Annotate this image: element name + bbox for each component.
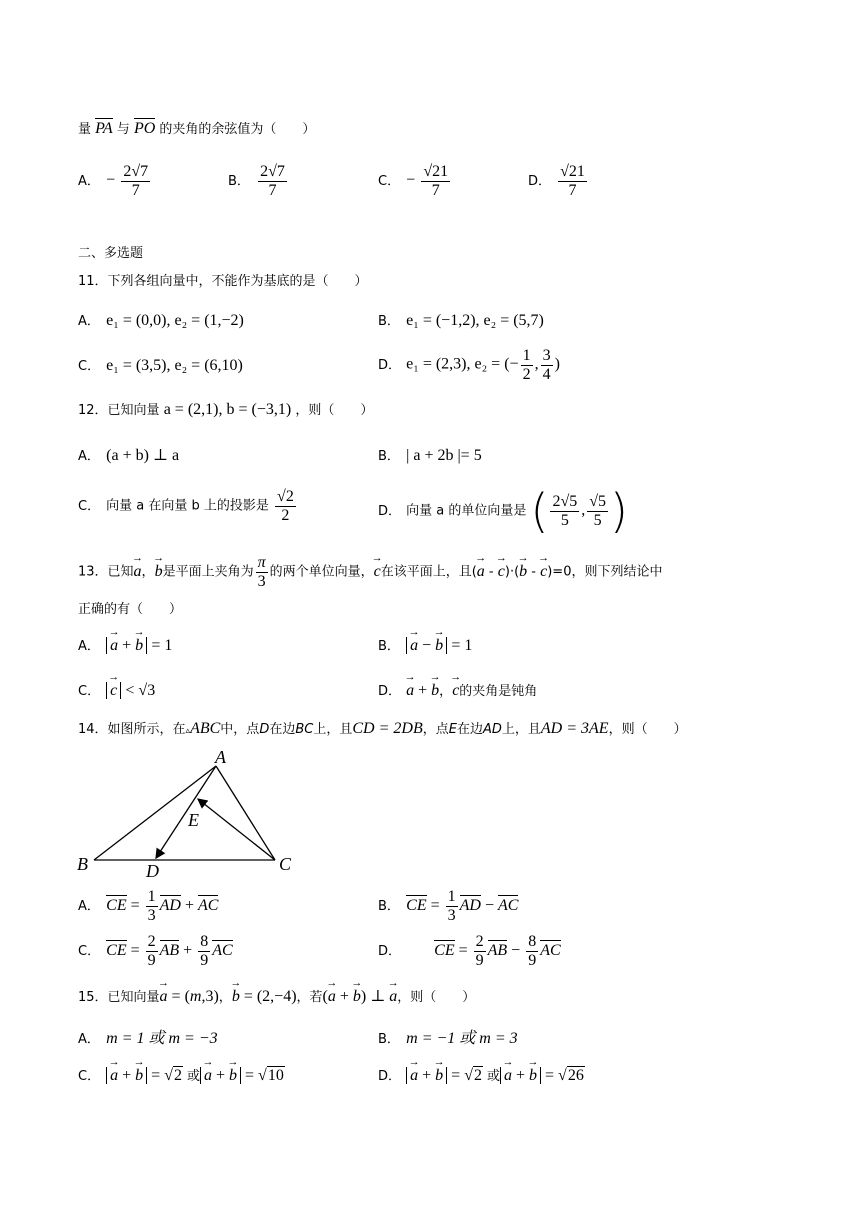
abs-expr: → a − → b xyxy=(406,637,447,654)
vector-a: → a xyxy=(134,563,142,581)
q11-option-a[interactable] xyxy=(78,310,244,330)
comma: , xyxy=(534,355,539,373)
paren-left: ( xyxy=(530,484,549,538)
option-label: A． xyxy=(78,173,100,189)
stem-text: 上，且 xyxy=(313,722,353,737)
stem-text: ， xyxy=(141,564,155,580)
vector-ce xyxy=(198,799,275,860)
q14-stem xyxy=(78,718,687,738)
fraction xyxy=(541,347,553,383)
comma: , xyxy=(581,501,586,519)
paren: ) xyxy=(554,355,560,373)
vector-b: → b xyxy=(435,637,443,655)
numerator: 3 xyxy=(542,347,551,364)
q13-stem-line2: 正确的有（ ） xyxy=(78,602,183,617)
vector-a: → a xyxy=(477,563,485,581)
stem-text: 在边 xyxy=(269,722,296,737)
stem-text: ，若 xyxy=(296,990,323,1005)
side-ac xyxy=(216,766,275,860)
triangle-figure xyxy=(74,746,304,881)
numerator: 2√7 xyxy=(260,163,285,180)
q11-option-b[interactable] xyxy=(378,310,544,330)
vector-a: → a xyxy=(410,637,418,655)
option-text: 向量 a 的单位向量是 xyxy=(406,503,527,519)
stem-text: ，则（ ） xyxy=(397,990,476,1005)
q11-stem: 11．下列各组向量中，不能作为基底的是（ ） xyxy=(78,274,368,289)
vector-b: → b xyxy=(155,563,163,581)
option-label: A． xyxy=(78,1032,100,1047)
q11-option-c[interactable] xyxy=(78,355,243,375)
q15-stem xyxy=(78,986,475,1006)
or-text: 或 xyxy=(186,1069,200,1084)
option-label: D． xyxy=(378,357,402,373)
option-expr: e₁ = (3,5), e₂ = (6,10) xyxy=(106,357,243,374)
relation-cd-db: CD = 2DB xyxy=(352,720,423,737)
option-text: 向量 a 在向量 b 上的投影是 xyxy=(106,498,269,514)
vector-ad xyxy=(156,766,216,858)
q12-option-b[interactable] xyxy=(378,445,482,465)
option-expr: = 1 xyxy=(151,637,173,654)
vector-pa: PA xyxy=(95,120,113,137)
option-label: C． xyxy=(78,943,101,959)
option-label: A． xyxy=(78,314,100,329)
vector-a: → a xyxy=(406,682,414,700)
vector-b: → b xyxy=(519,563,527,581)
option-expr: e₁ = (−1,2), e₂ = (5,7) xyxy=(406,312,544,329)
fraction xyxy=(421,163,450,199)
label-c: C xyxy=(279,854,292,874)
option-expr: CE = $\frac{2}{9}$ AB + $\frac{8}{9}$ AC xyxy=(106,933,233,969)
option-label: B． xyxy=(228,173,250,189)
option-expr: CE = $\frac{1}{3}$ AD + AC xyxy=(106,888,219,924)
q12-option-c[interactable] xyxy=(78,488,298,524)
option-label: D． xyxy=(378,943,402,959)
abs-expr xyxy=(106,682,121,699)
q10-stem-text: 的夹角的余弦值为（ ） xyxy=(159,122,316,137)
option-expr: m = 1 或 m = −3 xyxy=(106,1030,218,1047)
option-expr: < √3 xyxy=(125,682,156,699)
triangle-symbol: ▵ xyxy=(185,726,191,736)
numerator: π xyxy=(257,554,266,571)
q10-stem xyxy=(78,118,315,138)
q12-stem xyxy=(78,399,373,419)
vector-c: → c xyxy=(452,682,459,700)
numerator: √2 xyxy=(277,488,294,505)
option-label: D． xyxy=(528,173,552,189)
label-e: E xyxy=(188,810,199,830)
fraction xyxy=(256,554,268,590)
relation-ad-ae: AD = 3AE xyxy=(540,720,609,737)
numerator: √21 xyxy=(560,163,585,180)
stem-text: 在该平面上，且( xyxy=(380,564,477,580)
segment-ad: AD xyxy=(482,722,502,737)
denominator: 2 xyxy=(522,365,531,383)
option-expr: = 1 xyxy=(451,637,473,654)
denominator: 4 xyxy=(542,365,551,383)
option-label: B． xyxy=(378,639,400,654)
paren-right: ) xyxy=(610,484,628,538)
q13-option-b[interactable] xyxy=(378,635,472,655)
option-expr: → a + → b = √2 xyxy=(106,1066,187,1084)
stem-text: 在边 xyxy=(456,722,483,737)
stem-text: 13．已知 xyxy=(78,564,134,580)
vector-b: → b xyxy=(431,682,439,700)
q10-stem-text: 量 xyxy=(78,122,92,137)
stem-text: 12．已知向量 xyxy=(78,403,160,418)
abs-expr: → a + → b xyxy=(106,637,147,654)
denominator: 7 xyxy=(431,181,440,199)
option-label: C． xyxy=(378,173,401,189)
option-label: B． xyxy=(378,1032,400,1047)
option-expr: → a + → b = √10 xyxy=(200,1066,285,1084)
point-e: E xyxy=(448,722,457,737)
q14-option-c[interactable] xyxy=(78,933,233,969)
q10-stem-text: 与 xyxy=(116,122,130,137)
fraction xyxy=(521,347,533,383)
option-label: D． xyxy=(378,684,402,699)
stem-text: ，点 xyxy=(422,722,449,737)
q15-option-c[interactable] xyxy=(78,1065,285,1085)
denominator: 7 xyxy=(131,181,140,199)
perp-condition: (→ a + → b) ⊥ → a xyxy=(323,988,398,1005)
vector-a-def: → a = (m,3) xyxy=(160,988,219,1005)
vector-c: → c xyxy=(498,563,505,581)
option-expr: → a + → b xyxy=(406,682,439,699)
denominator: 5 xyxy=(593,511,602,529)
vector-b: → b xyxy=(135,637,143,655)
q12-option-a[interactable] xyxy=(78,445,179,465)
option-expr: CE = $\frac{2}{9}$ AB − $\frac{8}{9}$ AC xyxy=(434,933,561,969)
denominator: 3 xyxy=(257,572,266,590)
sign: − xyxy=(406,171,416,189)
q10-option-b[interactable] xyxy=(228,163,289,199)
numerator: 1 xyxy=(522,347,531,364)
label-b: B xyxy=(77,854,88,874)
stem-text: 15．已知向量 xyxy=(78,990,160,1005)
option-expr: e₁ = (2,3), e₂ = (− xyxy=(406,355,519,373)
stem-text: 中，点 xyxy=(220,722,260,737)
q15-option-d[interactable] xyxy=(378,1065,585,1085)
vector-c: → c xyxy=(540,563,547,581)
option-expr: → a + → b = √2 xyxy=(406,1066,487,1084)
label-d: D xyxy=(146,861,159,881)
stem-text: ，则（ ） xyxy=(295,403,374,418)
option-label: D． xyxy=(378,1069,402,1084)
fraction xyxy=(121,163,150,199)
label-a: A xyxy=(215,747,226,767)
q10-option-d[interactable] xyxy=(528,163,589,199)
q13-stem-line1 xyxy=(78,554,662,590)
option-expr: CE = $\frac{1}{3}$ AD − AC xyxy=(406,888,519,924)
vector-po: PO xyxy=(133,120,156,137)
stem-text: )·( xyxy=(504,564,520,580)
option-label: A． xyxy=(78,639,100,654)
fraction xyxy=(275,488,296,524)
option-label: C． xyxy=(78,1069,101,1084)
option-label: C． xyxy=(78,684,101,699)
point-d: D xyxy=(259,722,270,737)
q14-option-a[interactable] xyxy=(78,888,218,924)
q13-option-c[interactable] xyxy=(78,680,155,700)
denominator: 7 xyxy=(568,181,577,199)
q15-option-a[interactable] xyxy=(78,1025,218,1048)
q13-option-d[interactable]: D． → a + → b，→ c的夹角是钝角 xyxy=(378,680,537,700)
q10-option-c[interactable] xyxy=(378,163,452,199)
or-text: 或 xyxy=(486,1069,500,1084)
stem-text: 14．如图所示，在 xyxy=(78,722,186,737)
fraction xyxy=(558,163,587,199)
stem-text: ， xyxy=(218,990,232,1005)
triangle-name: ABC xyxy=(190,720,221,737)
vector-c: → c xyxy=(110,682,117,700)
numerator: 2√5 xyxy=(552,492,578,510)
option-expr: (a + b) ⊥ a xyxy=(106,447,180,464)
numerator: √5 xyxy=(589,492,607,510)
denominator: 7 xyxy=(268,181,277,199)
q14-option-b[interactable] xyxy=(378,888,518,924)
option-expr: | a + 2b |= 5 xyxy=(406,447,482,464)
option-expr: e₁ = (0,0), e₂ = (1,−2) xyxy=(106,312,244,329)
stem-text: - xyxy=(484,564,498,580)
q13-option-a[interactable] xyxy=(78,635,172,655)
vector-a: → a xyxy=(110,637,118,655)
vector-c: → c xyxy=(374,563,381,581)
stem-text: 上，且 xyxy=(501,722,541,737)
option-label: B． xyxy=(378,314,400,329)
fraction xyxy=(587,493,608,529)
sign: − xyxy=(106,171,116,189)
vector-b-def: → b = (2,−4) xyxy=(232,988,297,1005)
q15-option-b[interactable] xyxy=(378,1025,518,1048)
stem-text: 是平面上夹角为 xyxy=(162,564,254,580)
option-label: A． xyxy=(78,898,100,914)
stem-expr: a = (2,1), b = (−3,1) xyxy=(163,401,292,418)
option-label: A． xyxy=(78,449,100,464)
q12-option-d[interactable] xyxy=(378,484,628,538)
option-label: C． xyxy=(78,498,101,514)
fraction xyxy=(550,493,579,529)
option-text: 的夹角是钝角 xyxy=(459,684,538,699)
denominator: 5 xyxy=(560,511,569,529)
option-expr: m = −1 或 m = 3 xyxy=(406,1030,518,1047)
stem-text: 的两个单位向量， xyxy=(269,564,374,580)
segment-bc: BC xyxy=(295,722,314,737)
option-label: B． xyxy=(378,898,400,914)
numerator: √21 xyxy=(423,163,449,180)
stem-text: ，则（ ） xyxy=(608,722,687,737)
q10-option-a[interactable] xyxy=(78,163,152,199)
denominator: 2 xyxy=(281,506,290,524)
q14-option-d[interactable] xyxy=(378,933,561,969)
section-title: 二、多选题 xyxy=(78,246,144,261)
fraction xyxy=(258,163,287,199)
option-label: B． xyxy=(378,449,400,464)
option-label: D． xyxy=(378,503,402,519)
q11-option-d[interactable] xyxy=(378,347,560,383)
stem-text: - xyxy=(527,564,541,580)
option-label: C． xyxy=(78,359,101,374)
numerator: 2√7 xyxy=(123,163,149,180)
option-expr: → a + → b = √26 xyxy=(500,1066,585,1084)
stem-text: )=0，则下列结论中 xyxy=(547,564,663,580)
